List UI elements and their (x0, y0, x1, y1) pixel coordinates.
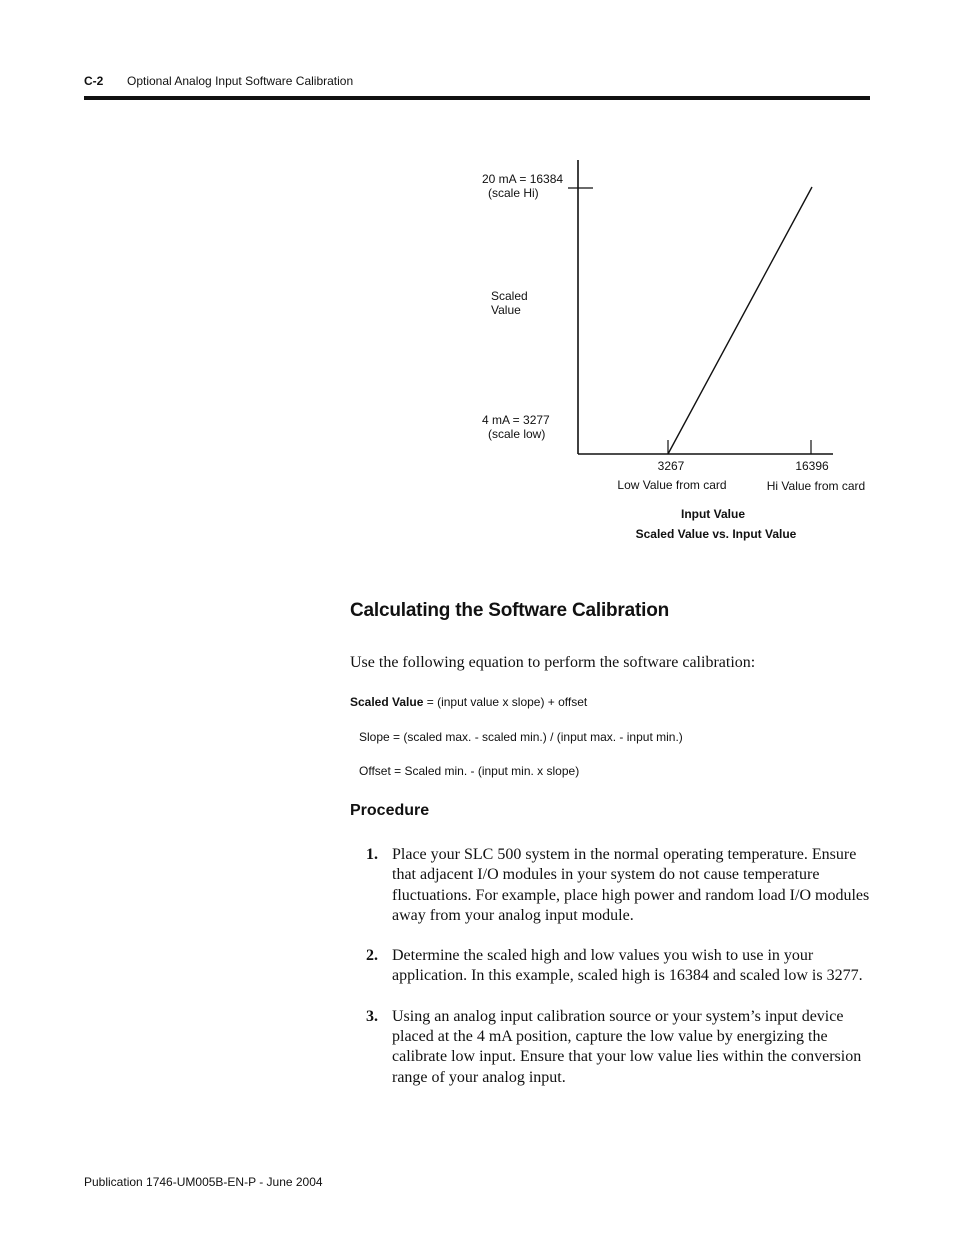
y-lo-sublabel: (scale low) (488, 427, 546, 441)
procedure-step (366, 1007, 876, 1088)
step-text: Using an analog input calibration source or your system’s input device placed at the 4 mA position, capture the low value by energizing the calibrate low input. Ensure that your low value lies within the conversion range of your analog input. (392, 1007, 862, 1086)
offset-formula: Offset = Scaled min. - (input min. x slope) (359, 764, 580, 778)
x-axis-label: Input Value (680, 507, 746, 521)
step-number: 1. (366, 846, 378, 863)
procedure-step (366, 946, 876, 987)
y-axis-label: Scaled (491, 289, 528, 303)
x-hi-value: 16396 (795, 459, 829, 473)
page-number: C-2 (84, 74, 104, 88)
procedure-heading: Procedure (350, 802, 430, 819)
publication-footer: Publication 1746-UM005B-EN-P - June 2004 (84, 1175, 323, 1189)
y-hi-sublabel: (scale Hi) (488, 186, 539, 200)
slope-formula: Slope = (scaled max. - scaled min.) / (input max. - input min.) (359, 730, 683, 744)
equation-rest: = (input value x slope) + offset (423, 695, 588, 709)
equation-term: Scaled Value (350, 695, 424, 709)
procedure-step (366, 845, 876, 926)
step-text: Determine the scaled high and low values you wish to use in your application. In this example, scaled high is 16384 and scaled low is 3277. (392, 947, 863, 985)
scaled-value-equation (350, 695, 587, 709)
step-text: Place your SLC 500 system in the normal operating temperature. Ensure that adjacent I/O modules in your system do not cause temperature fluctuations. For example, place high power and random load I/O modules away from your analog input module. (392, 846, 870, 924)
calibration-line (668, 187, 812, 454)
x-lo-value: 3267 (657, 459, 685, 473)
y-hi-label: 20 mA = 16384 (482, 172, 564, 186)
figure-caption: Scaled Value vs. Input Value (635, 527, 797, 541)
step-number: 3. (366, 1007, 378, 1025)
x-lo-label: Low Value from card (617, 478, 727, 492)
step-number: 2. (366, 947, 378, 965)
x-hi-label: Hi Value from card (766, 479, 866, 493)
intro-paragraph: Use the following equation to perform the software calibration: (350, 654, 756, 671)
procedure-steps (366, 845, 876, 1108)
header-rule (84, 96, 870, 100)
scaling-diagram (470, 150, 890, 550)
y-lo-label: 4 mA = 3277 (482, 413, 550, 427)
section-heading: Calculating the Software Calibration (350, 600, 670, 621)
running-header-title: Optional Analog Input Software Calibration (127, 74, 354, 88)
y-axis-label-2: Value (491, 303, 521, 317)
